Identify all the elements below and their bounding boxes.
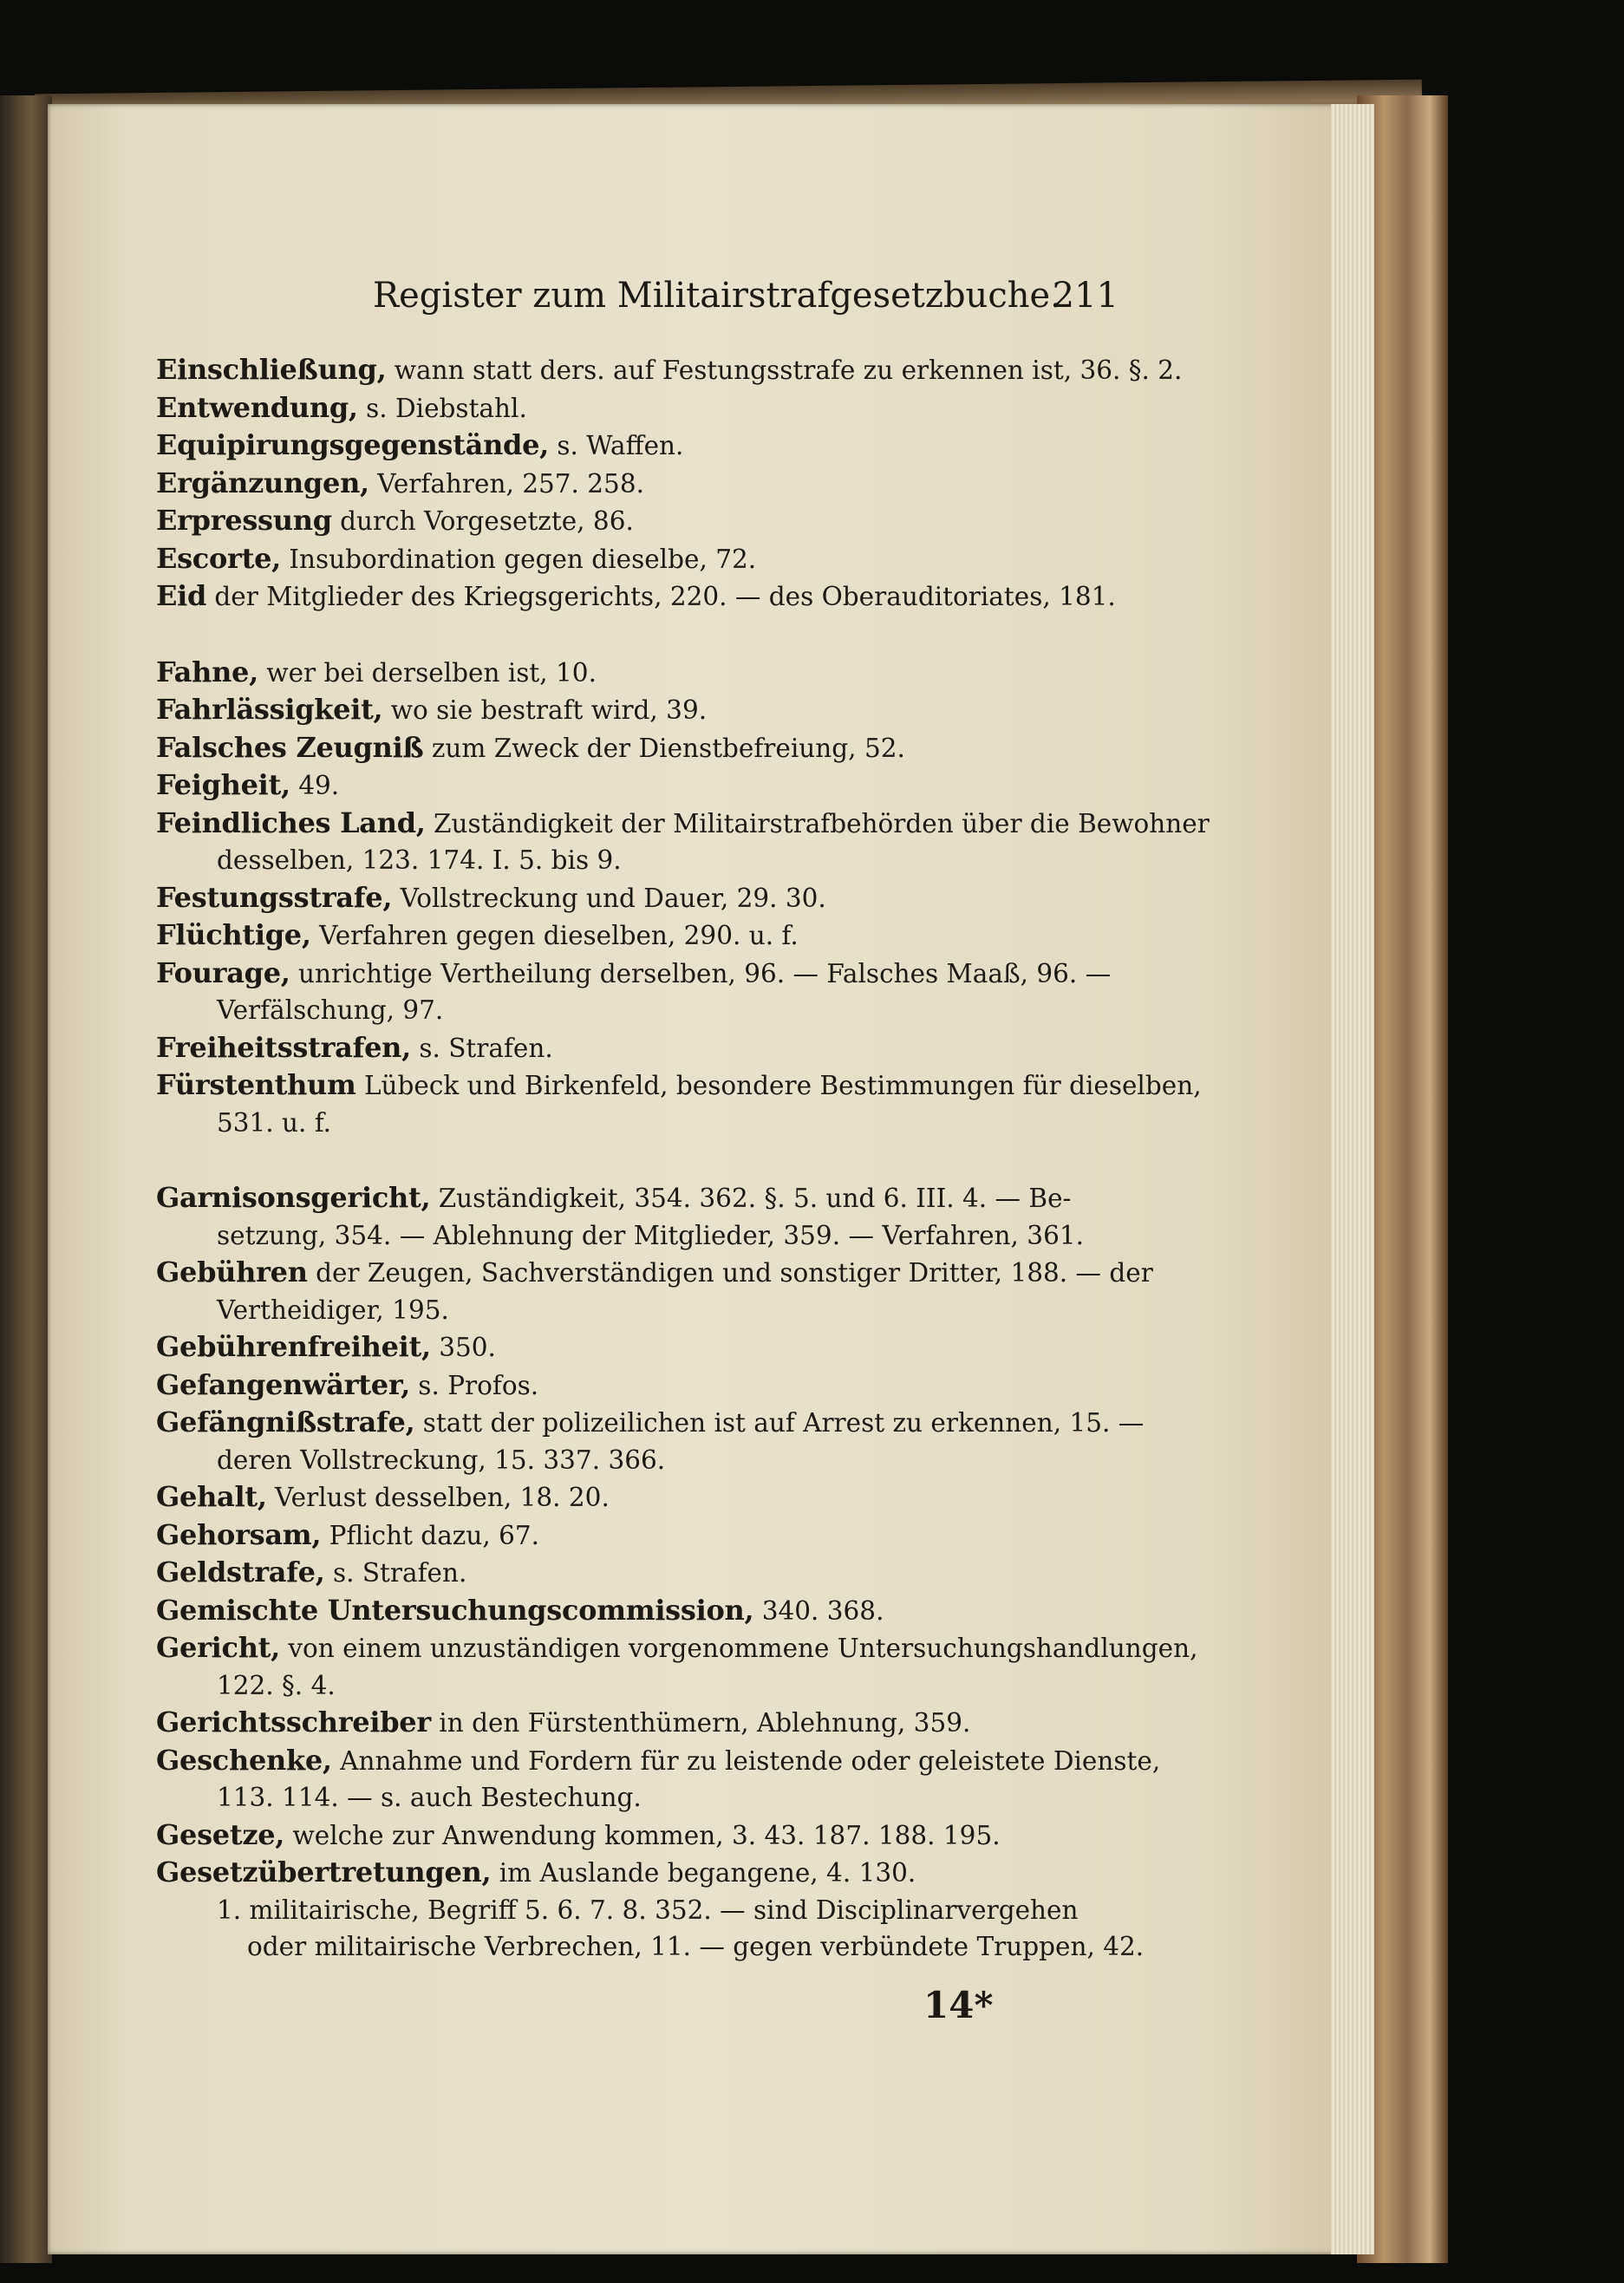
register-entry (156, 427, 1114, 465)
entry-headword: Gerichtsschreiber (156, 1706, 431, 1738)
register-entry (156, 1478, 1114, 1517)
register-entry (156, 805, 1210, 843)
entry-headword: Gebühren (156, 1256, 308, 1288)
entry-headword: Escorte, (156, 541, 281, 575)
register-entry (156, 577, 1114, 616)
entry-text: Vertheidiger, 195. (217, 1295, 449, 1325)
register-entry (156, 351, 1183, 389)
entry-headword: Fourage, (156, 956, 290, 989)
entry-text: statt der polizeilichen ist auf Arrest zu erkennen, 15. — (414, 1408, 1145, 1438)
entry-text: wo sie bestraft wird, 39. (382, 695, 708, 725)
entry-text: der Mitglieder des Kriegsgerichts, 220. — des Oberauditoriates, 181. (206, 582, 1116, 611)
page-edges (1331, 104, 1374, 2254)
entry-text: Verfahren, 257. 258. (368, 468, 644, 499)
entry-text: im Auslande begangene, 4. 130. (491, 1858, 916, 1888)
register-entry (156, 389, 1114, 427)
entry-text: desselben, 123. 174. I. 5. bis 9. (217, 845, 622, 875)
entry-headword: Gebührenfreiheit, (156, 1330, 431, 1363)
entry-text: 1. militairische, Begriff 5. 6. 7. 8. 352. — sind Disciplinarvergehen (217, 1895, 1079, 1925)
entry-headword: Einschließung, (156, 353, 387, 386)
register-entry (156, 729, 1114, 767)
entry-headword: Equipirungsgegenstände, (156, 428, 550, 461)
register-entry (156, 1592, 1114, 1630)
entry-text: s. Profos. (409, 1370, 539, 1400)
entry-text: unrichtige Vertheilung derselben, 96. — Falsches Maaß, 96. — (290, 958, 1112, 988)
entry-text: wer bei derselben ist, 10. (258, 657, 597, 688)
entry-text: 350. (430, 1333, 496, 1362)
entry-text: welche zur Anwendung kommen, 3. 43. 187. 188. 195. (284, 1820, 1001, 1850)
entry-headword: Gefängnißstrafe, (156, 1406, 415, 1438)
section-gap (156, 616, 1114, 654)
register-entry (156, 1629, 1198, 1667)
entry-headword: Gemischte Untersuchungscommission, (156, 1593, 754, 1627)
entry-headword: Gesetzübertretungen, (156, 1856, 492, 1888)
entry-text: Zuständigkeit, 354. 362. §. 5. und 6. III. 4. — Be- (430, 1184, 1072, 1213)
register-entry (156, 1517, 1114, 1555)
register-entry-continuation (156, 1892, 1114, 1929)
book-spine-left (0, 95, 52, 2263)
register-entry (156, 879, 1114, 917)
entry-headword: Fahne, (156, 655, 258, 688)
entry-text: zum Zweck der Dienstbefreiung, 52. (423, 733, 905, 763)
register-entry (156, 1742, 1161, 1780)
entry-headword: Garnisonsgericht, (156, 1181, 431, 1214)
register-entry (156, 1254, 1153, 1292)
entry-headword: Ergänzungen, (156, 466, 369, 499)
entry-text: Verfälschung, 97. (217, 995, 444, 1025)
register-entry (156, 691, 1114, 729)
register-entry (156, 955, 1114, 993)
entry-headword: Gesetze, (156, 1817, 285, 1851)
entry-text: Verfahren gegen dieselben, 290. u. f. (310, 921, 799, 950)
register-entry (156, 1029, 1114, 1067)
entry-headword: Geschenke, (156, 1743, 332, 1777)
entry-text: s. Strafen. (410, 1033, 553, 1063)
entry-headword: Falsches Zeugniß (156, 730, 424, 764)
entry-text: 49. (290, 771, 340, 800)
entry-text: s. Strafen. (324, 1558, 467, 1588)
entry-text: durch Vorgesetzte, 86. (331, 506, 634, 536)
entry-headword: Freiheitsstrafen, (156, 1030, 411, 1064)
entry-text: Annahme und Fordern für zu leistende oder geleistete Dienste, (331, 1745, 1161, 1776)
entry-text: der Zeugen, Sachverständigen und sonstiger Dritter, 188. — der (307, 1258, 1153, 1288)
entry-text: wann statt ders. auf Festungsstrafe zu erkennen ist, 36. §. 2. (386, 355, 1183, 385)
register-entry (156, 502, 1114, 540)
register-entry-continuation (156, 1217, 1114, 1255)
entry-text: Vollstreckung und Dauer, 29. 30. (392, 883, 826, 913)
register-entry-continuation (156, 992, 1114, 1029)
entry-headword: Geldstrafe, (156, 1556, 325, 1588)
register-entry (156, 1404, 1145, 1442)
register-entry (156, 1367, 1114, 1405)
register-entry-continuation (156, 1442, 1114, 1479)
entry-text: Zuständigkeit der Militairstrafbehörden über die Bewohner (425, 808, 1210, 838)
register-entry (156, 1554, 1114, 1592)
register-entry (156, 1817, 1114, 1855)
entry-text: s. Waffen. (549, 431, 684, 460)
entry-headword: Festungsstrafe, (156, 880, 393, 914)
entry-headword: Gericht, (156, 1631, 280, 1664)
running-header (373, 276, 1119, 328)
register-entry (156, 916, 1114, 955)
entry-text: deren Vollstreckung, 15. 337. 366. (217, 1445, 666, 1475)
register-entry (156, 1179, 1114, 1217)
entry-text: von einem unzuständigen vorgenommene Untersuchungshandlungen, (279, 1634, 1198, 1663)
register-entry (156, 540, 1114, 578)
entry-text: 531. u. f. (217, 1107, 332, 1138)
signature-mark: 14* (923, 1984, 994, 2026)
register-entry (156, 1704, 1114, 1742)
register-entry-continuation (156, 1928, 1145, 1966)
entry-text: Pflicht dazu, 67. (321, 1520, 539, 1550)
entry-text: Lübeck und Birkenfeld, besondere Bestimmungen für dieselben, (355, 1071, 1202, 1100)
entry-text: oder militairische Verbrechen, 11. — gegen verbündete Truppen, 42. (247, 1932, 1145, 1961)
entry-text: s. Diebstahl. (357, 393, 527, 423)
entry-text: setzung, 354. — Ablehnung der Mitglieder, 359. — Verfahren, 361. (217, 1220, 1084, 1250)
entry-text: 122. §. 4. (217, 1670, 336, 1700)
entry-headword: Entwendung, (156, 390, 358, 424)
section-gap (156, 1141, 1114, 1179)
register-entry-continuation (156, 1779, 1114, 1817)
register-entry-continuation (156, 1667, 1114, 1705)
entry-text: in den Fürstenthümern, Ablehnung, 359. (430, 1708, 971, 1738)
register-entry (156, 1854, 1114, 1892)
register-entry-continuation (156, 1105, 1114, 1142)
entry-headword: Gehalt, (156, 1480, 267, 1513)
register-entry (156, 766, 1114, 805)
register-entry-continuation (156, 842, 1114, 879)
entry-headword: Feigheit, (156, 768, 290, 801)
entry-headword: Erpressung (156, 504, 332, 537)
entry-text: Verlust desselben, 18. 20. (266, 1483, 610, 1512)
entry-text: 113. 114. — s. auch Bestechung. (217, 1783, 642, 1812)
page-number: 211 (1052, 276, 1119, 316)
register-entry (156, 654, 1114, 692)
entry-headword: Fahrlässigkeit, (156, 693, 383, 726)
entry-text: Insubordination gegen dieselbe, 72. (280, 544, 757, 574)
register-entry-continuation (156, 1292, 1114, 1329)
entry-headword: Feindliches Land, (156, 806, 426, 839)
entry-headword: Flüchtige, (156, 918, 311, 951)
register-entry (156, 1328, 1114, 1367)
register-entries (156, 351, 1210, 1966)
register-entry (156, 1066, 1202, 1105)
header-title: Register zum Militairstrafgesetzbuche. (373, 276, 1061, 316)
register-entry (156, 465, 1114, 503)
entry-headword: Gehorsam, (156, 1517, 322, 1551)
entry-text: 340. 368. (753, 1595, 884, 1626)
entry-headword: Fürstenthum (156, 1068, 356, 1101)
entry-headword: Eid (156, 579, 207, 612)
entry-headword: Gefangenwärter, (156, 1367, 410, 1401)
